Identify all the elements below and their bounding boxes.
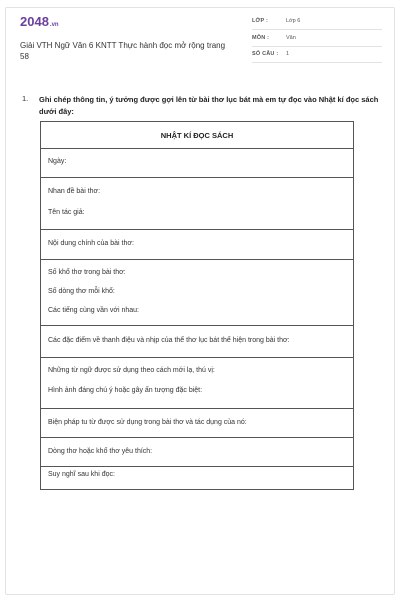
field-lines-per-stanza-label: Số dòng thơ mỗi khổ:	[48, 288, 115, 295]
journal-row-words-images	[41, 358, 353, 409]
field-reflection-label: Suy nghĩ sau khi đọc:	[48, 471, 115, 478]
meta-subject-value: Văn	[286, 35, 296, 41]
field-tone-rhythm-label: Các đặc điểm về thanh điệu và nhịp của thể thơ lục bát thể hiện trong bài thơ:	[48, 337, 290, 344]
site-logo[interactable]	[20, 14, 59, 29]
journal-row-rhetoric	[41, 409, 353, 438]
journal-row-reflection	[41, 467, 353, 489]
field-rhymes-label: Các tiếng cùng vần với nhau:	[48, 307, 139, 314]
meta-question-count-row	[252, 49, 382, 63]
field-author-label: Tên tác giả:	[48, 209, 85, 216]
field-stanza-count-label: Số khổ thơ trong bài thơ:	[48, 269, 126, 276]
logo-text: 2048	[20, 14, 49, 29]
meta-class-value: Lớp 6	[286, 18, 301, 24]
document-header	[6, 8, 394, 68]
journal-row-structure	[41, 260, 353, 326]
meta-class-label: LỚP :	[252, 18, 268, 24]
field-notable-images-label: Hình ảnh đáng chú ý hoặc gây ấn tượng đặc biệt:	[48, 387, 203, 394]
journal-title-row	[41, 122, 353, 149]
journal-title: NHẬT KÍ ĐỌC SÁCH	[160, 131, 234, 140]
field-favourite-lines-label: Dòng thơ hoặc khổ thơ yêu thích:	[48, 448, 153, 455]
field-date-label: Ngày:	[48, 158, 67, 165]
journal-row-title-author	[41, 178, 353, 230]
journal-row-date	[41, 149, 353, 178]
journal-row-favourite	[41, 438, 353, 467]
question-text: Ghi chép thông tin, ý tưởng được gợi lên từ bài thơ lục bát mà em tự đọc vào Nhật kí đọc sách dưới đây:	[39, 95, 379, 116]
document-title: Giải VTH Ngữ Văn 6 KNTT Thực hành đọc mở rộng trang 58	[20, 41, 226, 61]
question-number: 1.	[22, 94, 29, 103]
meta-question-count-value: 1	[286, 51, 290, 57]
document-page	[5, 7, 395, 595]
reading-journal-table	[40, 121, 354, 490]
logo-suffix: .vn	[49, 22, 59, 28]
meta-subject-row	[252, 33, 382, 47]
meta-subject-label: MÔN :	[252, 35, 270, 41]
field-novel-words-label: Những từ ngữ được sử dụng theo cách mới lạ, thú vị:	[48, 367, 215, 374]
field-main-content-label: Nội dung chính của bài thơ:	[48, 240, 134, 247]
meta-question-count-label: SỐ CÂU :	[252, 51, 279, 57]
field-rhetoric-label: Biện pháp tu từ được sử dụng trong bài thơ và tác dụng của nó:	[48, 419, 247, 426]
meta-class-row	[252, 16, 382, 30]
field-poem-title-label: Nhan đề bài thơ:	[48, 188, 101, 195]
journal-row-main-content	[41, 230, 353, 260]
journal-row-tone-rhythm	[41, 326, 353, 358]
